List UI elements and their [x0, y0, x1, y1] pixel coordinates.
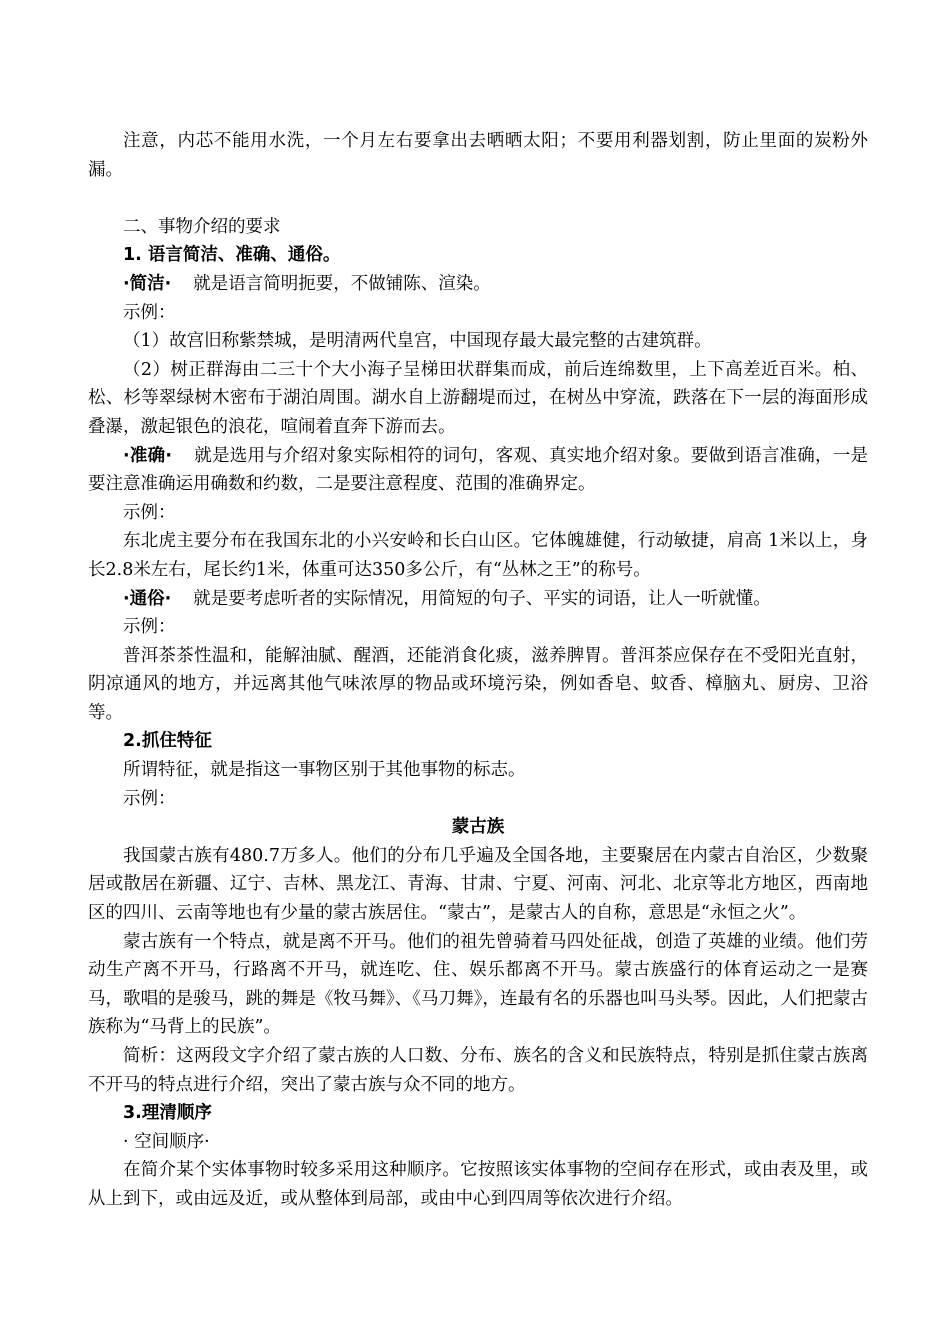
subheading-features: 2.抓住特征: [123, 731, 212, 752]
term-zhunque: ·准确·: [123, 445, 173, 466]
desc-zhunque: 就是选用与介绍对象实际相符的词句，客观、真实地介绍对象。要做到语言准确，一是要注意准确运用确数和约数，二是要注意程度、范围的准确界定。: [88, 445, 869, 495]
document-page: [88, 127, 868, 1214]
term-spatial-order: · 空间顺序·: [123, 1131, 210, 1152]
term-jianjie: ·简洁·: [123, 273, 172, 294]
desc-tongsu: 就是要考虑听者的实际情况，用简短的句子、平实的词语，让人一听就懂。: [193, 588, 771, 609]
example-text: 蒙古族有一个特点，就是离不开马。他们的祖先曾骑着马四处征战，创造了英雄的业绩。他们劳动生产离不开马，行路离不开马，就连吃、住、娱乐都离不开马。蒙古族盛行的体育运动之一是赛马，歌唱的是骏马，跳的舞是《牧马舞》、《马刀舞》，连最有名的乐器也叫马头琴。因此，人们把蒙古族称为“马背上的民族”。: [88, 931, 868, 1038]
analysis-text: 简析：这两段文字介绍了蒙古族的人口数、分布、族名的含义和民族特点，特别是抓住蒙古族离不开马的特点进行介绍，突出了蒙古族与众不同的地方。: [88, 1046, 868, 1095]
example-text: （2）树正群海由二三十个大小海子呈梯田状群集而成，前后连绵数里，上下高差近百米。柏、松、杉等翠绿树木密布于湖泊周围。湖水自上游翻堤而过，在树丛中穿流，跌落在下一层的海面形成叠瀑，激起银色的浪花，喧闹着直奔下游而去。: [88, 359, 868, 437]
example-label: 示例：: [123, 302, 176, 323]
section-heading: 二、事物介绍的要求: [123, 216, 281, 237]
example-text: （1）故宫旧称紫禁城，是明清两代皇宫，中国现存最大最完整的古建筑群。: [123, 331, 712, 352]
blank-line: [88, 184, 868, 213]
term-tongsu: ·通俗·: [123, 588, 172, 609]
paragraph-features: 所谓特征，就是指这一事物区别于其他事物的标志。: [123, 760, 526, 781]
paragraph-tongsu: [88, 585, 868, 614]
paragraph-zhunque: [88, 442, 868, 499]
desc-jianjie: 就是语言简明扼要，不做铺陈、渲染。: [193, 273, 491, 294]
subheading-order: 3.理清顺序: [123, 1103, 212, 1124]
subheading-language: 1. 语言简洁、准确、通俗。: [123, 245, 341, 266]
example-label: 示例：: [123, 617, 176, 638]
example-title: 蒙古族: [451, 817, 505, 838]
paragraph-jianjie: [88, 270, 868, 299]
example-label: 示例：: [123, 788, 176, 809]
example-text: 东北虎主要分布在我国东北的小兴安岭和长白山区。它体魄雄健，行动敏捷，肩高 1米以上，身长2.8米左右，尾长约1米，体重可达350多公斤，有“丛林之王”的称号。: [88, 531, 868, 580]
paragraph-spatial-order: 在简介某个实体事物时较多采用这种顺序。它按照该实体事物的空间存在形式，或由表及里，或从上到下，或由远及近，或从整体到局部，或由中心到四周等依次进行介绍。: [88, 1160, 868, 1209]
example-text: 普洱茶茶性温和，能解油腻、醒酒，还能消食化痰，滋养脾胃。普洱茶应保存在不受阳光直射，阴凉通风的地方，并远离其他气味浓厚的物品或环境污染，例如香皂、蚊香、樟脑丸、厨房、卫浴等。: [88, 645, 868, 723]
paragraph-care-note: 注意，内芯不能用水洗，一个月左右要拿出去晒晒太阳；不要用利器划割，防止里面的炭粉外漏。: [88, 131, 868, 180]
example-text: 我国蒙古族有480.7万多人。他们的分布几乎遍及全国各地，主要聚居在内蒙古自治区，少数聚居或散居在新疆、辽宁、吉林、黑龙江、青海、甘肃、宁夏、河南、河北、北京等北方地区，西南地区的四川、云南等地也有少量的蒙古族居住。“蒙古”，是蒙古人的自称，意思是“永恒之火”。: [88, 845, 868, 924]
example-label: 示例：: [123, 502, 176, 523]
